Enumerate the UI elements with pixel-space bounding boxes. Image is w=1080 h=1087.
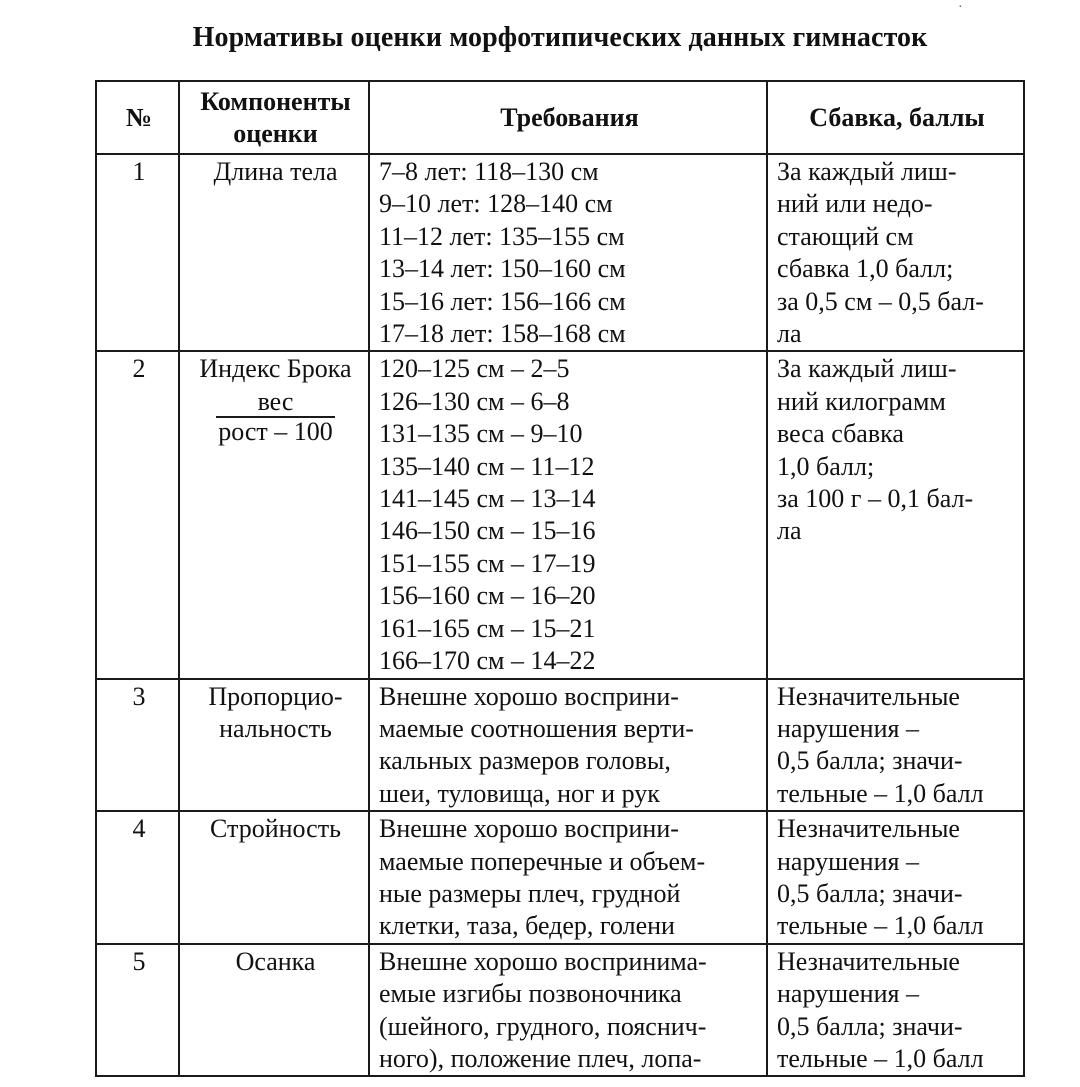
page-corner-mark: · xyxy=(958,0,963,15)
penalty-line: За каждый лиш- xyxy=(777,354,957,384)
penalty-line: веса сбавка xyxy=(777,419,904,449)
table-row xyxy=(96,811,1024,944)
penalty-line: 0,5 балла; значи- xyxy=(777,746,963,776)
penalty-line: за 0,5 см – 0,5 бал- xyxy=(777,286,984,316)
requirement-line: Внешне хорошо восприни- xyxy=(379,681,679,711)
requirement-line: 11–12 лет: 135–155 см xyxy=(379,221,625,251)
requirement-line: (шейного, грудного, пояснич- xyxy=(379,1011,707,1041)
row-component: Длина тела xyxy=(179,154,369,351)
requirement-line: 161–165 см – 15–21 xyxy=(379,613,596,643)
requirement-line: маемые поперечные и объем- xyxy=(379,846,706,876)
requirement-line: маемые соотношения верти- xyxy=(379,713,694,743)
penalty-line: нарушения – xyxy=(777,846,919,876)
penalty-line: сбавка 1,0 балл; xyxy=(777,254,954,284)
penalty-line: стающий см xyxy=(777,221,914,251)
component-label: Индекс Брока xyxy=(199,354,352,384)
requirement-line: 17–18 лет: 158–168 см xyxy=(379,319,626,349)
requirement-line: 141–145 см – 13–14 xyxy=(379,484,596,514)
table-row xyxy=(96,944,1024,1077)
requirement-line: 156–160 см – 16–20 xyxy=(379,581,596,611)
penalty-line: тельные – 1,0 балл xyxy=(777,1043,984,1073)
row-requirements xyxy=(369,679,767,812)
row-number: 5 xyxy=(96,944,179,1077)
row-requirements xyxy=(369,154,767,351)
row-penalty xyxy=(767,944,1024,1077)
penalty-line: нарушения – xyxy=(777,979,919,1009)
fraction-numerator: вес xyxy=(216,388,335,418)
row-number: 1 xyxy=(96,154,179,351)
row-number: 2 xyxy=(96,351,179,678)
penalty-line: 1,0 балл; xyxy=(777,451,875,481)
table-header-row xyxy=(96,81,1024,154)
component-label: нальность xyxy=(219,713,332,743)
requirement-line: емые изгибы позвоночника xyxy=(379,979,682,1009)
penalty-line: ла xyxy=(777,516,802,546)
requirement-line: 15–16 лет: 156–166 см xyxy=(379,286,626,316)
requirement-line: 7–8 лет: 118–130 см xyxy=(379,157,599,186)
penalty-line: ла xyxy=(777,319,802,349)
penalty-line: за 100 г – 0,1 бал- xyxy=(777,484,974,514)
row-component: Стройность xyxy=(179,811,369,944)
header-requirements: Требования xyxy=(369,81,767,154)
table-row xyxy=(96,154,1024,351)
header-number: № xyxy=(96,81,179,154)
penalty-line: 0,5 балла; значи- xyxy=(777,1011,963,1041)
penalty-line: тельные – 1,0 балл xyxy=(777,778,984,808)
row-penalty xyxy=(767,679,1024,812)
penalty-line: Незначительные xyxy=(777,814,960,844)
table-row xyxy=(96,351,1024,678)
brock-index-fraction xyxy=(216,388,335,446)
requirement-line: клетки, таза, бедер, голени xyxy=(379,911,675,941)
row-requirements xyxy=(369,811,767,944)
penalty-line: нарушения – xyxy=(777,713,919,743)
requirement-line: ного), положение плеч, лопа- xyxy=(379,1043,702,1073)
requirement-line: 126–130 см – 6–8 xyxy=(379,386,570,416)
requirement-line: шеи, туловища, ног и рук xyxy=(379,778,660,808)
requirement-line: 151–155 см – 17–19 xyxy=(379,548,596,578)
row-penalty xyxy=(767,351,1024,678)
row-component: Осанка xyxy=(179,944,369,1077)
page-title: Нормативы оценки морфотипических данных гимнасток xyxy=(192,22,928,53)
penalty-line: Незначительные xyxy=(777,946,960,976)
requirement-line: 146–150 см – 15–16 xyxy=(379,516,596,546)
requirement-line: 131–135 см – 9–10 xyxy=(379,419,583,449)
row-requirements xyxy=(369,351,767,678)
fraction-denominator: рост – 100 xyxy=(218,416,333,446)
row-component xyxy=(179,351,369,678)
row-number: 3 xyxy=(96,679,179,812)
row-number: 4 xyxy=(96,811,179,944)
penalty-line: тельные – 1,0 балл xyxy=(777,911,984,941)
row-penalty xyxy=(767,811,1024,944)
row-component xyxy=(179,679,369,812)
requirement-line: 120–125 см – 2–5 xyxy=(379,354,570,384)
requirement-line: 166–170 см – 14–22 xyxy=(379,646,596,676)
row-penalty xyxy=(767,154,1024,351)
penalty-line: ний килограмм xyxy=(777,386,946,416)
requirement-line: Внешне хорошо воспринима- xyxy=(379,946,707,976)
table-row xyxy=(96,679,1024,812)
requirement-line: Внешне хорошо восприни- xyxy=(379,814,679,844)
requirement-line: кальных размеров головы, xyxy=(379,746,671,776)
penalty-line: ний или недо- xyxy=(777,189,933,219)
penalty-line: 0,5 балла; значи- xyxy=(777,878,963,908)
penalty-line: Незначительные xyxy=(777,681,960,711)
requirement-line: 135–140 см – 11–12 xyxy=(379,451,595,481)
requirement-line: 9–10 лет: 128–140 см xyxy=(379,189,613,219)
penalty-line: За каждый лиш- xyxy=(777,157,957,186)
header-component: Компоненты оценки xyxy=(179,81,369,154)
requirement-line: 13–14 лет: 150–160 см xyxy=(379,254,626,284)
norms-table xyxy=(95,80,1025,1077)
header-penalty: Сбавка, баллы xyxy=(767,81,1024,154)
component-label: Пропорцио- xyxy=(208,681,343,711)
row-requirements xyxy=(369,944,767,1077)
requirement-line: ные размеры плеч, грудной xyxy=(379,878,681,908)
